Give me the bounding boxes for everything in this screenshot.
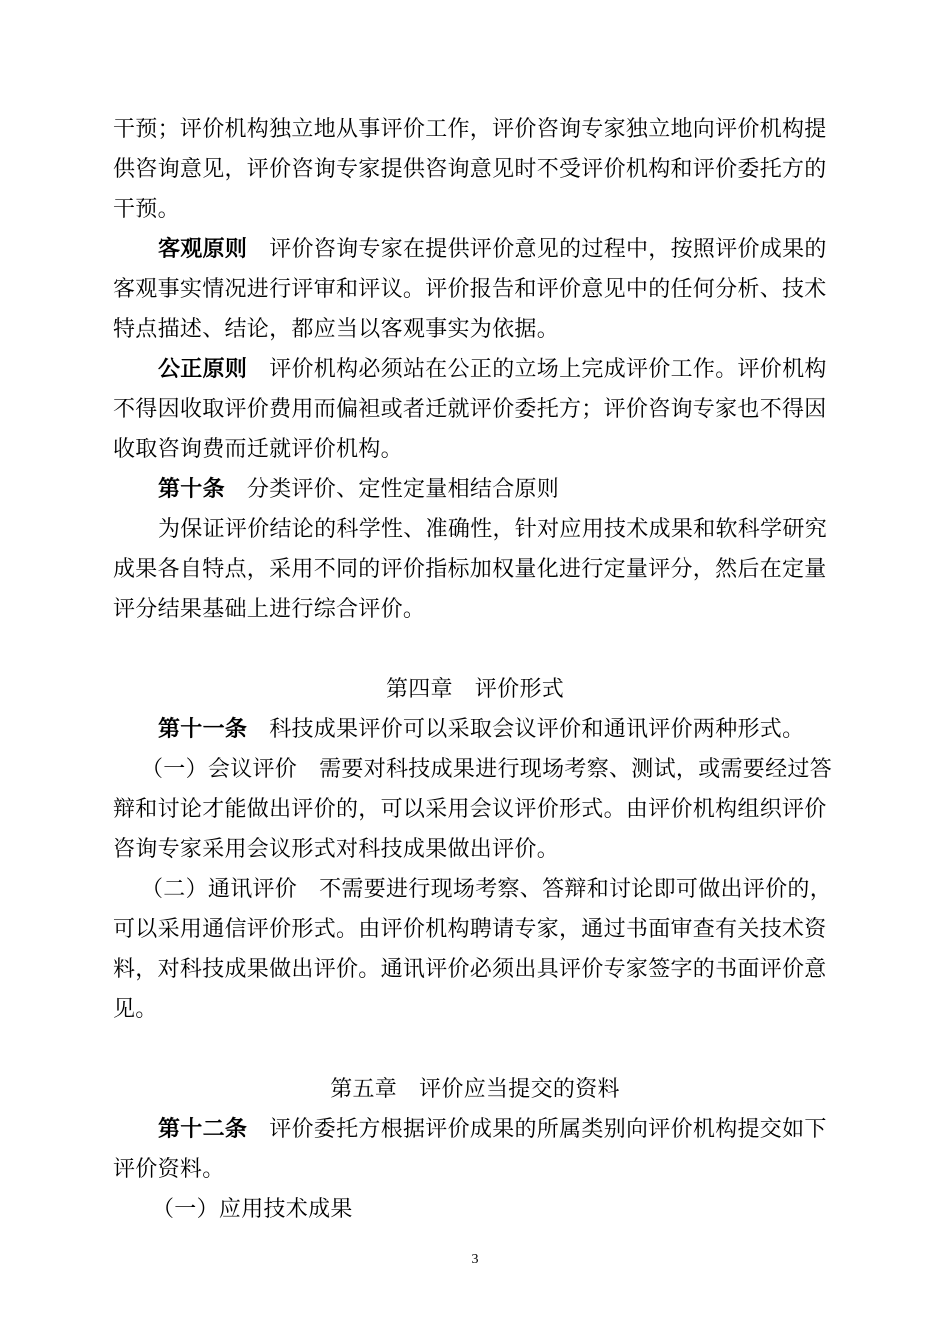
text-line: 不得因收取评价费用而偏袒或者迁就评价委托方；评价咨询专家也不得因 xyxy=(113,397,827,422)
text-line: 辩和讨论才能做出评价的，可以采用会议评价形式。由评价机构组织评价 xyxy=(113,797,827,822)
principle-text: 评价机构必须站在公正的立场上完成评价工作。评价机构 xyxy=(269,357,827,382)
chapter-5-title: 第五章 评价应当提交的资料 xyxy=(330,1077,620,1102)
article-heading: 第十一条 xyxy=(158,717,248,742)
text-line: 评价资料。 xyxy=(113,1157,225,1182)
article-11 xyxy=(158,710,804,750)
text-line: 评分结果基础上进行综合评价。 xyxy=(113,597,426,622)
text-line: 客观事实情况进行评审和评议。评价报告和评价意见中的任何分析、技术 xyxy=(113,277,827,302)
text-line: 成果各自特点，采用不同的评价指标加权量化进行定量评分，然后在定量 xyxy=(113,557,827,582)
text-line: 收取咨询费而迁就评价机构。 xyxy=(113,437,403,462)
text-line: 为保证评价结论的科学性、准确性，针对应用技术成果和软科学研究 xyxy=(158,517,828,542)
item-applied-tech: （一）应用技术成果 xyxy=(152,1197,353,1222)
text-line: 特点描述、结论，都应当以客观事实为依据。 xyxy=(113,317,560,342)
article-12 xyxy=(158,1110,827,1150)
text-line: 干预；评价机构独立地从事评价工作，评价咨询专家独立地向评价机构提 xyxy=(113,117,827,142)
page-number: 3 xyxy=(471,1252,479,1267)
article-text: 科技成果评价可以采取会议评价和通讯评价两种形式。 xyxy=(269,717,805,742)
text-line: 可以采用通信评价形式。由评价机构聘请专家，通过书面审查有关技术资 xyxy=(113,917,827,942)
chapter-4-title: 第四章 评价形式 xyxy=(385,677,565,702)
text-line: 干预。 xyxy=(113,197,180,222)
article-heading: 第十二条 xyxy=(158,1117,248,1142)
article-10 xyxy=(158,470,559,510)
principle-heading: 客观原则 xyxy=(158,237,248,262)
principle-objective xyxy=(158,230,827,270)
principle-fair xyxy=(158,350,827,390)
article-text: 分类评价、定性定量相结合原则 xyxy=(246,477,560,502)
text-line: 咨询专家采用会议形式对科技成果做出评价。 xyxy=(113,837,560,862)
item-meeting-evaluation: （一）会议评价 需要对科技成果进行现场考察、测试，或需要经过答 xyxy=(141,757,833,782)
item-correspondence-evaluation: （二）通讯评价 不需要进行现场考察、答辩和讨论即可做出评价的， xyxy=(141,877,833,902)
text-line: 见。 xyxy=(113,997,158,1022)
text-line: 供咨询意见，评价咨询专家提供咨询意见时不受评价机构和评价委托方的 xyxy=(113,157,827,182)
text-line: 料，对科技成果做出评价。通讯评价必须出具评价专家签字的书面评价意 xyxy=(113,957,827,982)
principle-text: 评价咨询专家在提供评价意见的过程中，按照评价成果的 xyxy=(269,237,827,262)
article-heading: 第十条 xyxy=(158,477,225,502)
article-text: 评价委托方根据评价成果的所属类别向评价机构提交如下 xyxy=(269,1117,827,1142)
principle-heading: 公正原则 xyxy=(158,357,248,382)
